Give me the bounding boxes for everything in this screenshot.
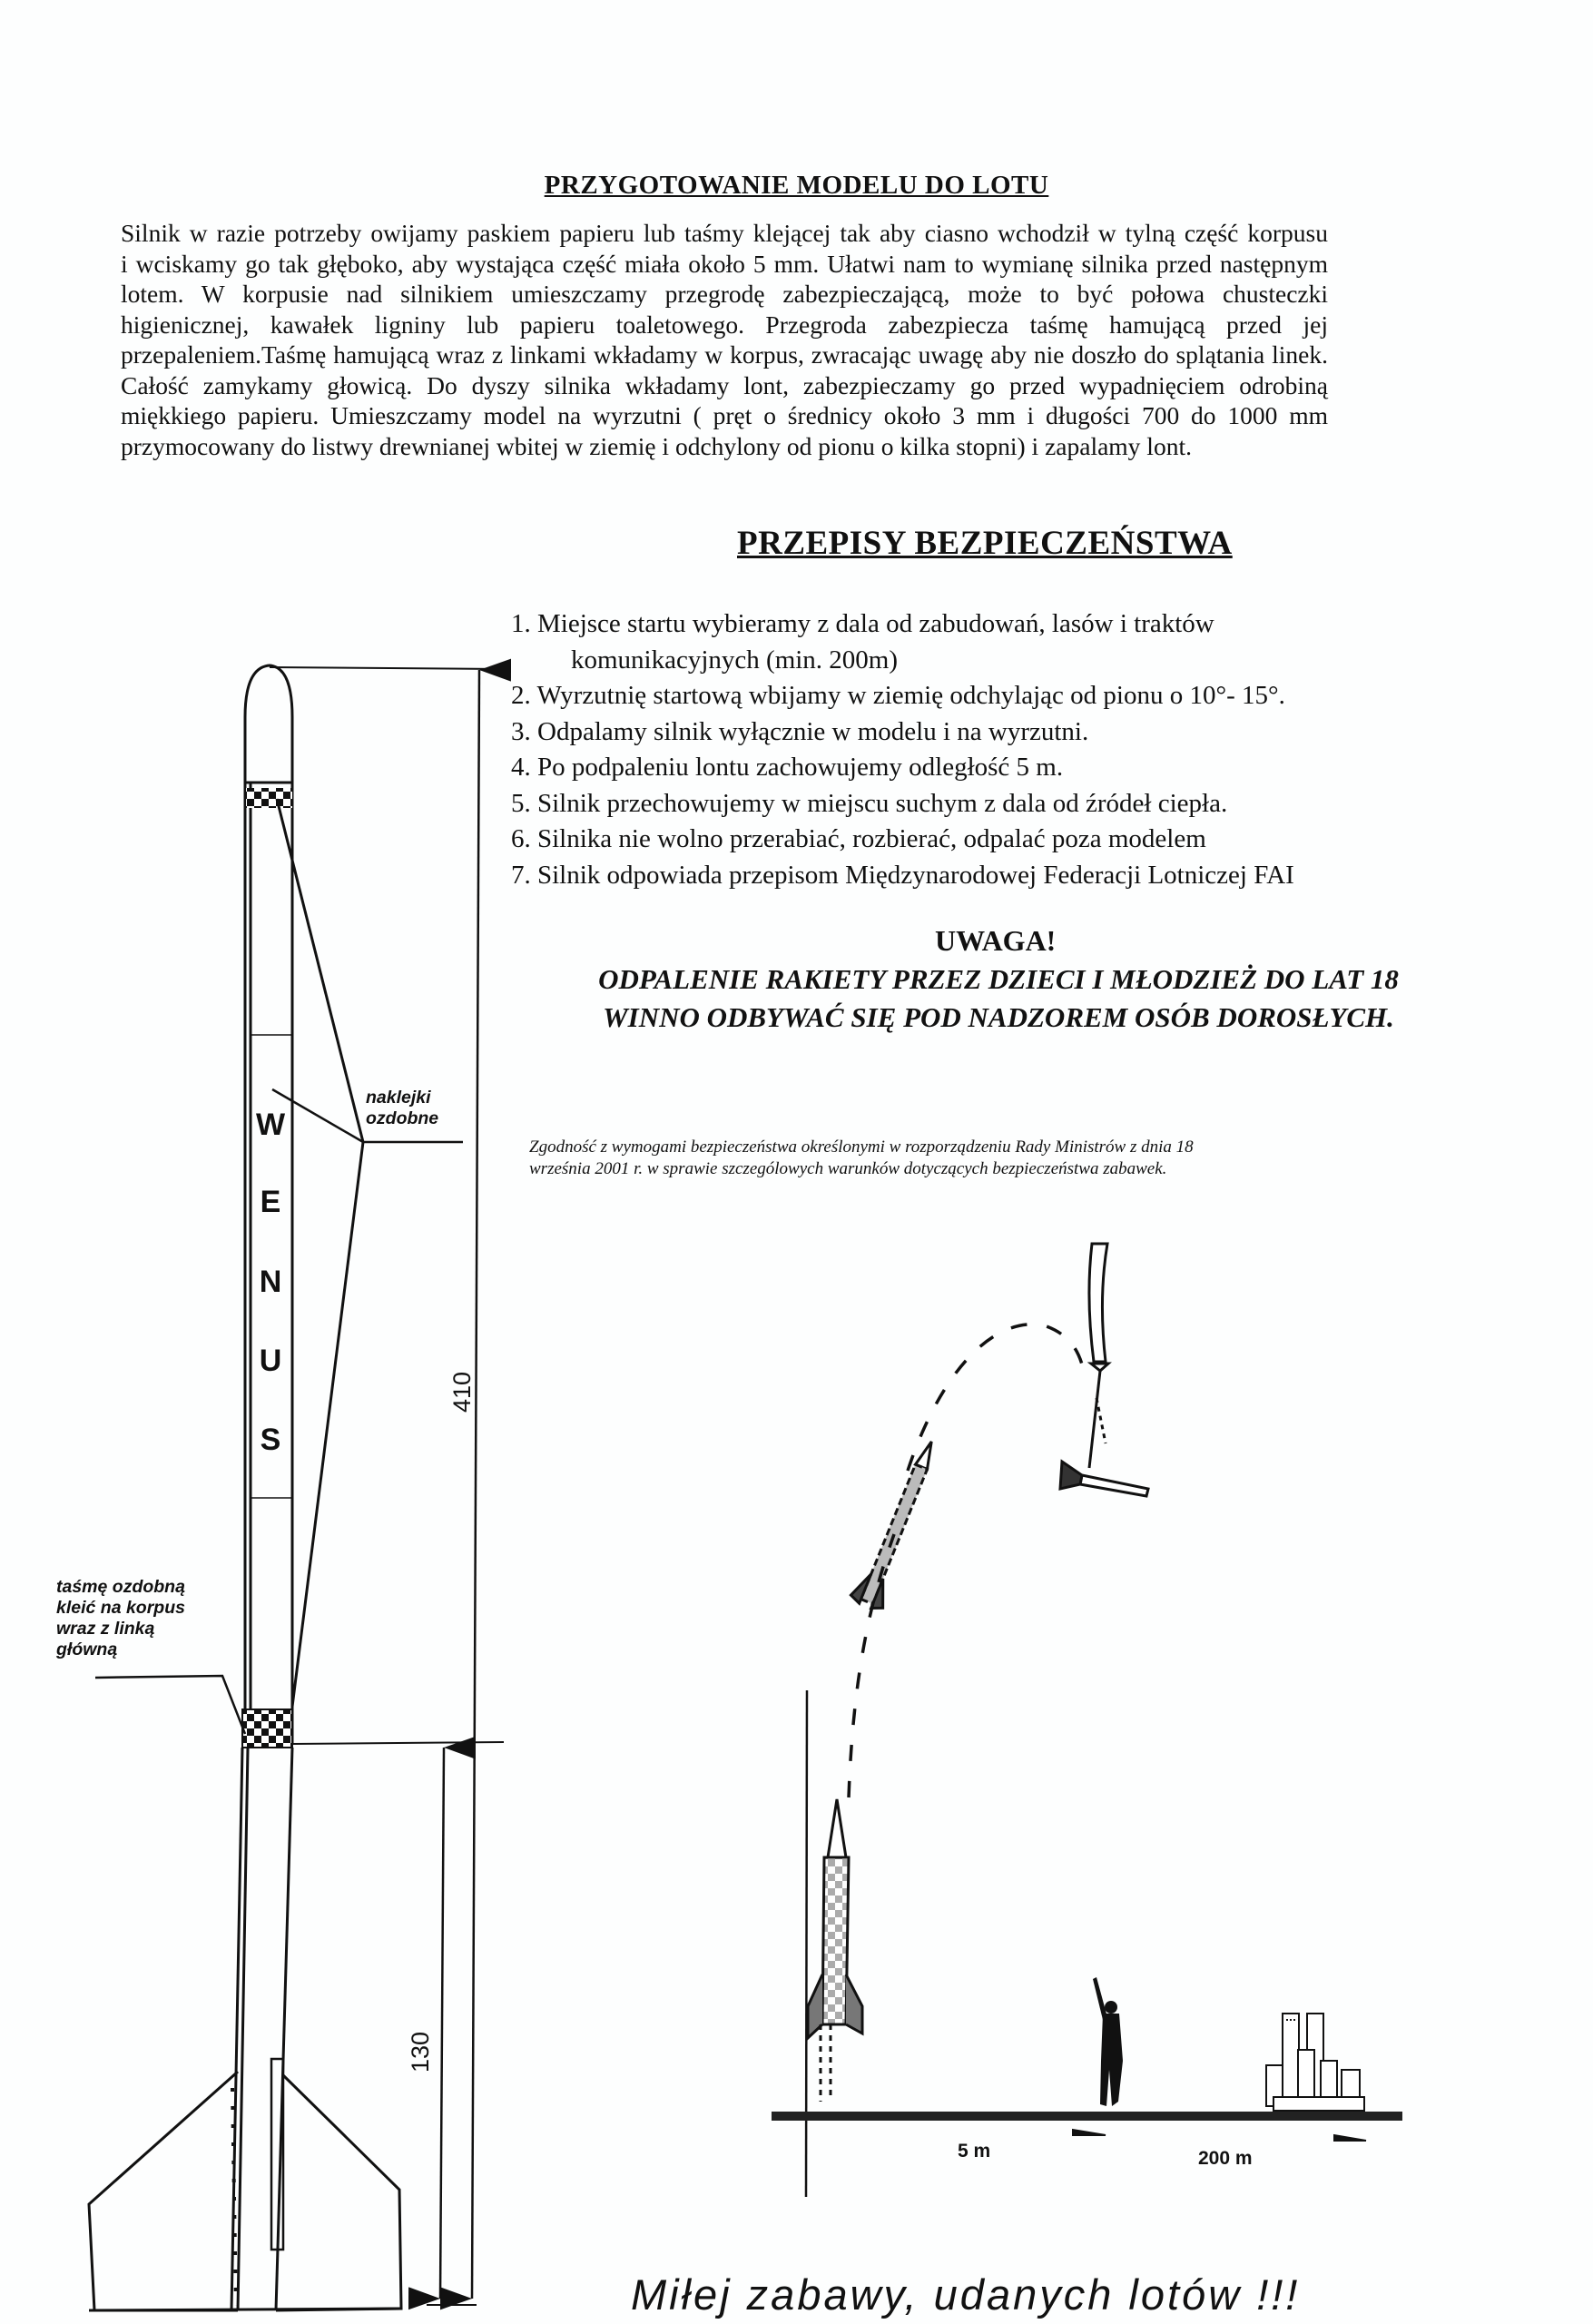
distance-label-buildings: 200 m — [1198, 2148, 1253, 2169]
rocket-blueprint — [89, 665, 504, 2310]
arrow-200m — [1334, 2135, 1366, 2141]
city-buildings — [1266, 2014, 1364, 2111]
label-line: ozdobne — [366, 1108, 439, 1128]
label-line: wraz z linką — [56, 1619, 155, 1639]
warning-title: UWAGA! — [935, 924, 1057, 957]
person-silhouette — [1093, 1977, 1123, 2106]
label-line: naklejki — [366, 1088, 431, 1108]
rule-item: 1. Miejsce startu wybieramy z dala od zabudowań, lasów i traktów — [511, 609, 1214, 638]
section-title-safety: PRZEPISY BEZPIECZEŃSTWA — [737, 525, 1233, 562]
paragraph-line: i wciskamy go tak głęboko, aby wystająca część miała około 5 mm. Ułatwi nam to wymianę silnika przed następnym — [121, 249, 1328, 278]
rule-item: 7. Silnik odpowiada przepisom Międzynarodowej Federacji Lotniczej FAI — [511, 860, 1294, 890]
rule-item: 2. Wyrzutnię startową wbijamy w ziemię odchylając od pionu o 10°- 15°. — [511, 681, 1285, 710]
rule-item: 6. Silnika nie wolno przerabiać, rozbierać, odpalać poza modelem — [511, 824, 1206, 853]
paragraph-line: higienicznej, kawałek ligniny lub papieru toaletowego. Przegroda zabezpiecza taśmę hamującą przed jej — [121, 310, 1328, 339]
closing-message: Miłej zabawy, udanych lotów !!! — [631, 2270, 1301, 2319]
paragraph-line: przepaleniem.Taśmę hamującą wraz z linkami wkładamy w korpus, zwracając uwagę aby nie doszło do splątania linek. — [121, 340, 1328, 369]
fin-left — [89, 2072, 238, 2310]
rocket-name-letter: N — [259, 1265, 282, 1299]
rocket-on-pad — [808, 1799, 862, 2102]
arrow-5m — [1073, 2130, 1106, 2135]
distance-label-person: 5 m — [958, 2141, 991, 2162]
fin-right — [276, 2075, 401, 2310]
launch-rod — [806, 1690, 807, 2197]
lower-checker-band — [242, 1709, 292, 1748]
rocket-name-letter: W — [255, 1108, 286, 1142]
paragraph-line: miękkiego papieru. Umieszczamy model na wyrzutni ( pręt o średnicy około 3 mm i długości 700 do 1000 mm — [121, 401, 1328, 429]
rocket-name-letter: U — [259, 1344, 282, 1378]
rocket-name-letter: S — [260, 1423, 281, 1457]
upper-checker-band — [246, 788, 292, 808]
label-line: kleić na korpus — [56, 1598, 185, 1618]
flight-illustration — [772, 1244, 1402, 2197]
paragraph-line: lotem. W korpusie nad silnikiem umieszczamy przegrodę zabezpieczającą, może to być połowa chusteczki — [121, 280, 1328, 308]
label-decorative-stickers — [366, 1088, 438, 1129]
compliance-line: Zgodność z wymogami bezpieczeństwa określonymi w rozporządzeniu Rady Ministrów z dnia 18 — [529, 1137, 1194, 1157]
ascending-rocket — [850, 1435, 948, 1612]
rule-item: 5. Silnik przechowujemy w miejscu suchym z dala od źródeł ciepła. — [511, 788, 1228, 818]
ground — [772, 2112, 1402, 2121]
label-decorative-tape — [56, 1577, 229, 1660]
paragraph-line: przymocowany do listwy drewnianej wbitej w ziemię i odchylony od pionu o kilka stopni) i zapalamy lont. — [121, 431, 1192, 460]
label-line: taśmę ozdobną — [56, 1577, 185, 1597]
paragraph-line: Całość zamykamy głowicą. Do dyszy silnika wkładamy lont, zabezpieczamy go przed wypadnięciem odrobiną — [121, 370, 1328, 399]
warning-line: ODPALENIE RAKIETY PRZEZ DZIECI I MŁODZIEŻ DO LAT 18 — [598, 963, 1399, 995]
dimension-label-total-length: 410 — [448, 1371, 477, 1413]
paragraph-line: Silnik w razie potrzeby owijamy paskiem papieru lub taśmy klejącej tak aby ciasno wchodził w tylną część korpusu — [121, 219, 1328, 247]
rule-item-continuation: komunikacyjnych (min. 200m) — [571, 645, 899, 675]
rocket-name-letter: E — [260, 1185, 281, 1219]
shock-cord — [277, 799, 363, 1142]
dimension-label-lower-length: 130 — [407, 2031, 435, 2073]
warning-line: WINNO ODBYWAĆ SIĘ POD NADZOREM OSÓB DOROSŁYCH. — [603, 1001, 1394, 1033]
compliance-line: września 2001 r. w sprawie szczególowych warunków dotyczących bezpieczeństwa zabawek. — [529, 1159, 1167, 1178]
nose-cone — [245, 665, 292, 783]
rule-item: 3. Odpalamy silnik wyłącznie w modelu i na wyrzutni. — [511, 716, 1089, 746]
section-title-preparation: PRZYGOTOWANIE MODELU DO LOTU — [544, 171, 1049, 200]
descending-rocket — [1060, 1462, 1148, 1496]
rule-item: 4. Po podpaleniu lontu zachowujemy odległość 5 m. — [511, 753, 1064, 782]
label-line: główną — [56, 1640, 118, 1659]
parachute — [1089, 1244, 1108, 1468]
